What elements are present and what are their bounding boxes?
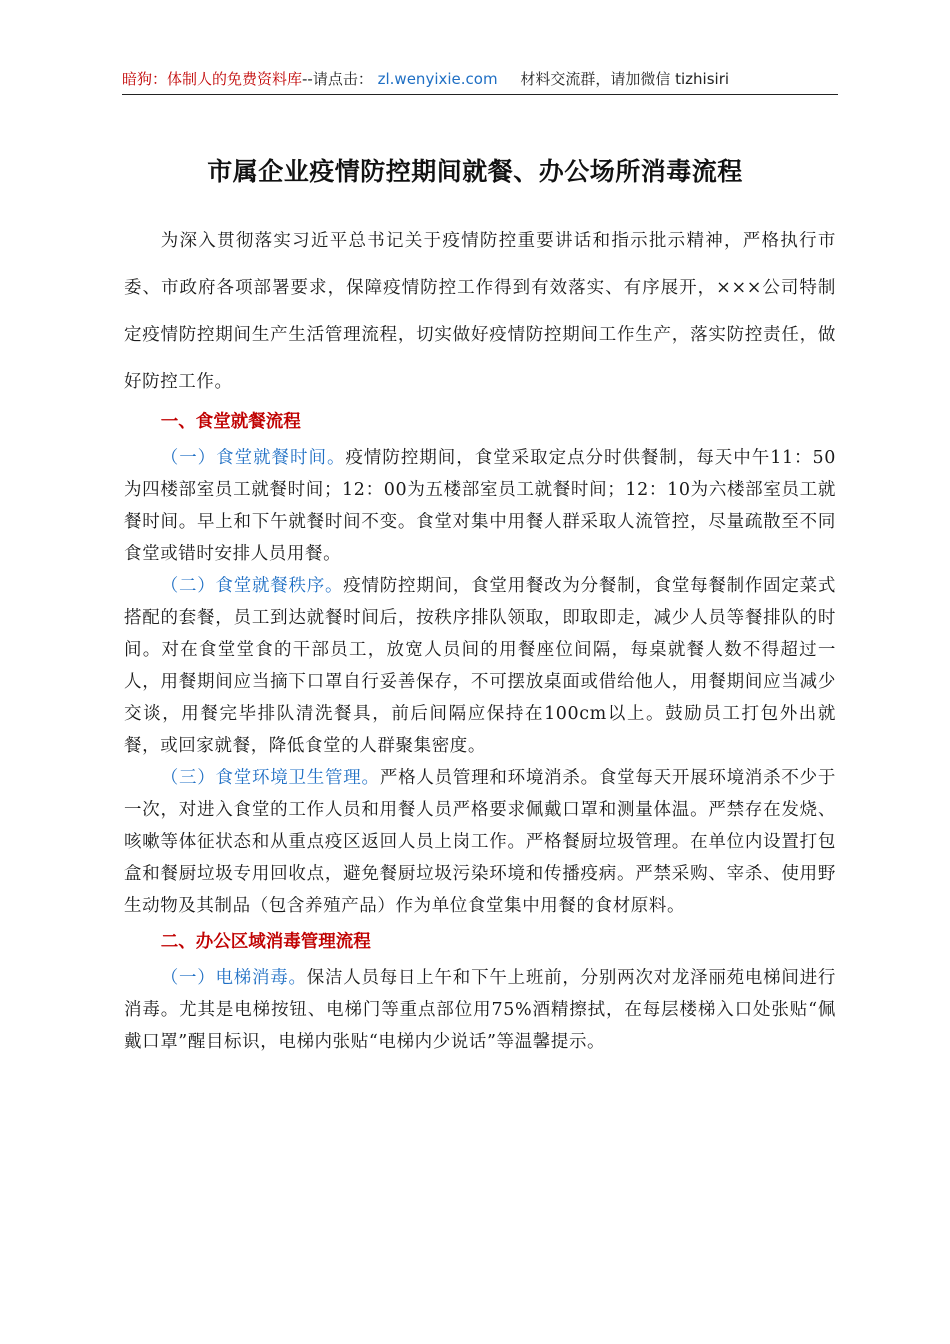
header-brand: 暗狗：体制人的免费资料库 bbox=[122, 70, 303, 88]
paragraph-canteen-hygiene bbox=[124, 762, 836, 922]
page-header bbox=[122, 64, 838, 95]
header-click-label: --请点击： bbox=[302, 70, 373, 88]
subheading-label: （三）食堂环境卫生管理。 bbox=[160, 768, 380, 788]
paragraph-text: 保洁人员每日上午和下午上班前，分别两次对龙泽丽苑电梯间进行消毒。尤其是电梯按钮、电梯门等重点部位用75%酒精擦拭，在每层楼梯入口处张贴“佩戴口罩”醒目标识，电梯内张贴“电梯内少说话”等温馨提示。 bbox=[124, 968, 836, 1052]
paragraph-elevator bbox=[124, 962, 836, 1058]
subheading-label: （一）食堂就餐时间。 bbox=[160, 448, 346, 468]
paragraph-text: 严格人员管理和环境消杀。食堂每天开展环境消杀不少于一次，对进入食堂的工作人员和用餐人员严格要求佩戴口罩和测量体温。严禁存在发烧、咳嗽等体征状态和从重点疫区返回人员上岗工作。严格餐厨垃圾管理。在单位内设置打包盒和餐厨垃圾专用回收点，避免餐厨垃圾污染环境和传播疫病。严禁采购、宰杀、使用野生动物及其制品（包含养殖产品）作为单位食堂集中用餐的食材原料。 bbox=[124, 768, 837, 916]
header-wechat-note: 材料交流群，请加微信 tizhisiri bbox=[520, 70, 730, 88]
paragraph-canteen-order bbox=[124, 570, 836, 762]
header-url-link[interactable]: zl.wenyixie.com bbox=[377, 70, 498, 88]
subheading-label: （二）食堂就餐秩序。 bbox=[160, 576, 344, 596]
intro-paragraph: 为深入贯彻落实习近平总书记关于疫情防控重要讲话和指示批示精神，严格执行市委、市政府各项部署要求，保障疫情防控工作得到有效落实、有序展开，×××公司特制定疫情防控期间生产生活管理流程，切实做好疫情防控期间工作生产，落实防控责任，做好防控工作。 bbox=[124, 231, 836, 392]
document-title: 市属企业疫情防控期间就餐、办公场所消毒流程 bbox=[207, 157, 743, 186]
section-heading-canteen: 一、食堂就餐流程 bbox=[160, 412, 301, 432]
paragraph-text: 疫情防控期间，食堂用餐改为分餐制，食堂每餐制作固定菜式搭配的套餐，员工到达就餐时间后，按秩序排队领取，即取即走，减少人员等餐排队的时间。对在食堂堂食的干部员工，放宽人员间的用餐座位间隔，每桌就餐人数不得超过一人，用餐期间应当摘下口罩自行妥善保存，不可摆放桌面或借给他人，用餐期间应当减少交谈，用餐完毕排队清洗餐具，前后间隔应保持在100cm以上。鼓励员工打包外出就餐，或回家就餐，降低食堂的人群聚集密度。 bbox=[124, 576, 837, 756]
section-heading-office: 二、办公区域消毒管理流程 bbox=[160, 932, 371, 952]
paragraph-canteen-time bbox=[124, 442, 836, 570]
document-body bbox=[124, 218, 836, 1058]
subheading-label: （一）电梯消毒。 bbox=[160, 968, 307, 988]
paragraph-text: 疫情防控期间，食堂采取定点分时供餐制，每天中午11：50为四楼部室员工就餐时间；12：00为五楼部室员工就餐时间；12：10为六楼部室员工就餐时间。早上和下午就餐时间不变。食堂对集中用餐人群采取人流管控，尽量疏散至不同食堂或错时安排人员用餐。 bbox=[124, 448, 836, 564]
